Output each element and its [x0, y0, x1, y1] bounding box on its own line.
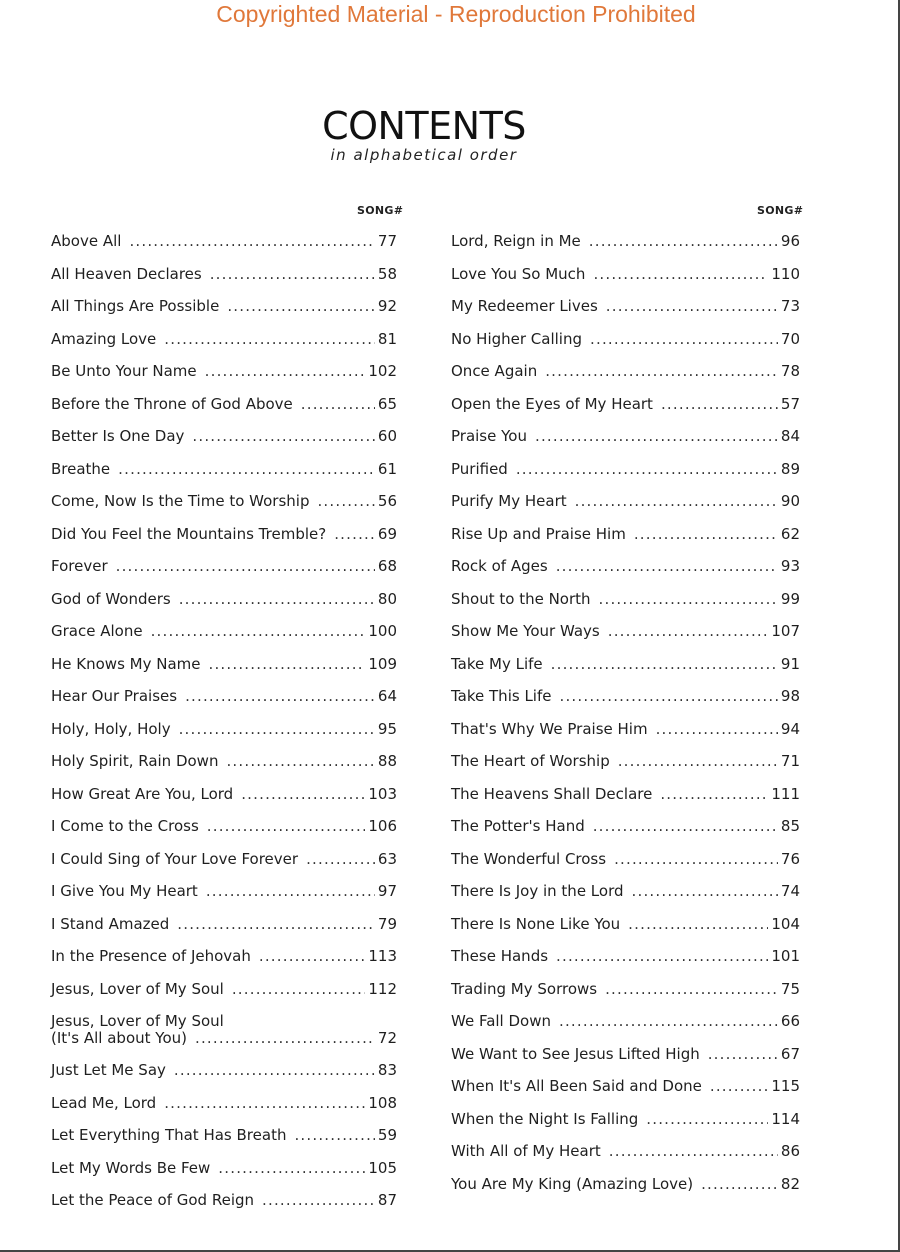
song-title: Jesus, Lover of My Soul [51, 1011, 224, 1030]
toc-entry [51, 323, 397, 356]
song-number: 105 [368, 1158, 397, 1177]
right-column-header: SONG# [757, 204, 804, 217]
song-title: Purified [451, 459, 508, 478]
toc-entry [451, 485, 800, 518]
dot-leader [207, 817, 366, 835]
song-number: 111 [771, 784, 800, 803]
song-number: 56 [377, 492, 397, 511]
toc-entry [51, 583, 397, 616]
song-title: Take My Life [451, 654, 543, 673]
toc-entry [51, 225, 397, 258]
dot-leader [210, 265, 375, 283]
dot-leader [606, 297, 778, 315]
song-title: We Fall Down [451, 1012, 551, 1031]
song-number: 93 [780, 557, 800, 576]
dot-leader [317, 492, 374, 510]
dot-leader [218, 1159, 365, 1177]
song-title: The Heavens Shall Declare [451, 784, 653, 803]
page-subtitle: in alphabetical order [330, 146, 518, 164]
song-number: 60 [377, 427, 397, 446]
dot-leader [164, 330, 375, 348]
song-title: Lead Me, Lord [51, 1093, 157, 1112]
dot-leader [593, 817, 778, 835]
song-title: Better Is One Day [51, 427, 185, 446]
dot-leader [306, 850, 375, 868]
song-number: 79 [377, 914, 397, 933]
toc-entry [51, 518, 397, 551]
song-number: 106 [368, 817, 397, 836]
song-number: 66 [780, 1012, 800, 1031]
song-number: 75 [780, 979, 800, 998]
dot-leader [551, 655, 778, 673]
toc-entry [451, 680, 800, 713]
song-title: With All of My Heart [451, 1142, 601, 1161]
song-number: 108 [368, 1093, 397, 1112]
dot-leader [227, 297, 375, 315]
toc-entry [451, 1038, 800, 1071]
toc-entry [51, 940, 397, 973]
song-title: Rock of Ages [451, 557, 548, 576]
song-title: All Heaven Declares [51, 264, 202, 283]
song-title: Let My Words Be Few [51, 1158, 211, 1177]
song-title: How Great Are You, Lord [51, 784, 234, 803]
song-number: 65 [377, 394, 397, 413]
page-title: CONTENTS [322, 104, 526, 148]
copyright-watermark: Copyrighted Material - Reproduction Prohibited [216, 1, 696, 27]
song-title: I Give You My Heart [51, 882, 198, 901]
song-title: When the Night Is Falling [451, 1109, 639, 1128]
toc-entry [451, 355, 800, 388]
song-title: All Things Are Possible [51, 297, 220, 316]
song-number: 62 [780, 524, 800, 543]
toc-entry [51, 1087, 397, 1120]
song-title: I Stand Amazed [51, 914, 170, 933]
song-number: 58 [377, 264, 397, 283]
toc-entry [451, 1005, 800, 1038]
song-title: Let Everything That Has Breath [51, 1126, 287, 1145]
toc-entry [451, 843, 800, 876]
song-title: The Heart of Worship [451, 752, 610, 771]
song-number: 76 [780, 849, 800, 868]
dot-leader [185, 687, 375, 705]
song-number: 83 [377, 1061, 397, 1080]
song-number: 103 [368, 784, 397, 803]
toc-entry [451, 518, 800, 551]
song-number: 77 [377, 232, 397, 251]
song-title: Lord, Reign in Me [451, 232, 581, 251]
dot-leader [656, 720, 778, 738]
toc-entry [51, 778, 397, 811]
song-title: Shout to the North [451, 589, 591, 608]
song-title: Jesus, Lover of My Soul [51, 979, 224, 998]
song-title: I Come to the Cross [51, 817, 199, 836]
dot-leader [164, 1094, 365, 1112]
dot-leader [118, 460, 375, 478]
song-title: Once Again [451, 362, 538, 381]
song-title: The Wonderful Cross [451, 849, 607, 868]
song-number: 92 [377, 297, 397, 316]
toc-entry [451, 973, 800, 1006]
toc-entry [451, 388, 800, 421]
dot-leader [174, 1061, 375, 1079]
dot-leader [205, 362, 366, 380]
dot-leader [262, 1191, 375, 1209]
song-number: 97 [377, 882, 397, 901]
toc-entry [51, 680, 397, 713]
toc-entry [51, 258, 397, 291]
song-title: God of Wonders [51, 589, 171, 608]
toc-entry [451, 778, 800, 811]
song-number: 88 [377, 752, 397, 771]
toc-entry [51, 290, 397, 323]
dot-leader [192, 427, 375, 445]
song-number: 96 [780, 232, 800, 251]
dot-leader [589, 232, 778, 250]
song-number: 113 [368, 947, 397, 966]
song-number: 68 [377, 557, 397, 576]
song-number: 72 [377, 1028, 397, 1047]
song-number: 86 [780, 1142, 800, 1161]
song-number: 82 [780, 1174, 800, 1193]
song-title: Love You So Much [451, 264, 586, 283]
song-number: 69 [377, 524, 397, 543]
dot-leader [179, 720, 375, 738]
toc-entry [51, 843, 397, 876]
song-title: Praise You [451, 427, 527, 446]
song-subtitle: (It's All about You) [51, 1028, 187, 1047]
dot-leader [177, 915, 375, 933]
toc-entry [51, 908, 397, 941]
toc-entry [51, 973, 397, 1006]
dot-leader [632, 882, 778, 900]
toc-entry [451, 225, 800, 258]
toc-entry [451, 1135, 800, 1168]
toc-entry [51, 648, 397, 681]
song-title: When It's All Been Said and Done [451, 1077, 702, 1096]
toc-entry [51, 875, 397, 908]
song-title: That's Why We Praise Him [451, 719, 648, 738]
toc-entry [51, 453, 397, 486]
song-title: Amazing Love [51, 329, 157, 348]
dot-leader [129, 232, 374, 250]
song-number: 90 [780, 492, 800, 511]
song-number: 107 [771, 622, 800, 641]
toc-entry [51, 615, 397, 648]
song-number: 73 [780, 297, 800, 316]
dot-leader [628, 915, 768, 933]
song-title: Just Let Me Say [51, 1061, 166, 1080]
toc-entry [51, 355, 397, 388]
song-title: Purify My Heart [451, 492, 567, 511]
song-number: 98 [780, 687, 800, 706]
dot-leader [559, 687, 777, 705]
dot-leader [545, 362, 778, 380]
song-number: 94 [780, 719, 800, 738]
toc-entry [51, 485, 397, 518]
toc-entry [51, 1054, 397, 1087]
dot-leader [608, 622, 769, 640]
song-number: 91 [780, 654, 800, 673]
dot-leader [516, 460, 778, 478]
dot-leader [614, 850, 778, 868]
toc-entry [451, 745, 800, 778]
toc-entry [51, 388, 397, 421]
song-number: 70 [780, 329, 800, 348]
dot-leader [708, 1045, 778, 1063]
song-title: These Hands [451, 947, 549, 966]
song-number: 67 [780, 1044, 800, 1063]
song-title: He Knows My Name [51, 654, 201, 673]
song-number: 114 [771, 1109, 800, 1128]
song-title: Holy Spirit, Rain Down [51, 752, 219, 771]
song-title: Hear Our Praises [51, 687, 178, 706]
song-title: My Redeemer Lives [451, 297, 598, 316]
song-title: Breathe [51, 459, 111, 478]
song-title: I Could Sing of Your Love Forever [51, 849, 299, 868]
toc-entry [451, 550, 800, 583]
song-title: Above All [51, 232, 122, 251]
song-title: Did You Feel the Mountains Tremble? [51, 524, 327, 543]
song-title: In the Presence of Jehovah [51, 947, 251, 966]
toc-entry [451, 290, 800, 323]
song-number: 115 [771, 1077, 800, 1096]
toc-entry [451, 615, 800, 648]
song-number: 100 [368, 622, 397, 641]
toc-entry [451, 258, 800, 291]
toc-entry [451, 1070, 800, 1103]
dot-leader [575, 492, 778, 510]
song-number: 74 [780, 882, 800, 901]
toc-entry [451, 810, 800, 843]
song-number: 109 [368, 654, 397, 673]
toc-entry [451, 583, 800, 616]
song-number: 87 [377, 1191, 397, 1210]
dot-leader [241, 785, 365, 803]
dot-leader [294, 1126, 374, 1144]
song-title: Rise Up and Praise Him [451, 524, 626, 543]
dot-leader [599, 590, 778, 608]
song-number: 63 [377, 849, 397, 868]
song-title: No Higher Calling [451, 329, 583, 348]
song-number: 84 [780, 427, 800, 446]
song-number: 112 [368, 979, 397, 998]
song-number: 102 [368, 362, 397, 381]
dot-leader [590, 330, 778, 348]
song-title: Grace Alone [51, 622, 143, 641]
toc-entry [451, 713, 800, 746]
toc-entry [51, 1119, 397, 1152]
toc-entry [451, 453, 800, 486]
song-title: The Potter's Hand [451, 817, 585, 836]
song-number: 81 [377, 329, 397, 348]
toc-entry [51, 1152, 397, 1185]
dot-leader [556, 557, 778, 575]
dot-leader [259, 947, 365, 965]
song-title: Let the Peace of God Reign [51, 1191, 255, 1210]
dot-leader [301, 395, 375, 413]
song-number: 71 [780, 752, 800, 771]
dot-leader [556, 947, 768, 965]
right-song-list [451, 225, 800, 1200]
song-number: 57 [780, 394, 800, 413]
dot-leader [646, 1110, 768, 1128]
song-title: Holy, Holy, Holy [51, 719, 171, 738]
toc-entry [451, 1103, 800, 1136]
toc-entry [51, 1005, 397, 1054]
song-title: There Is None Like You [451, 914, 621, 933]
toc-entry [51, 713, 397, 746]
dot-leader [151, 622, 366, 640]
toc-entry [51, 810, 397, 843]
dot-leader [206, 882, 375, 900]
dot-leader [535, 427, 778, 445]
dot-leader [179, 590, 375, 608]
song-number: 59 [377, 1126, 397, 1145]
dot-leader [116, 557, 375, 575]
song-number: 99 [780, 589, 800, 608]
toc-entry [451, 1168, 800, 1201]
song-number: 78 [780, 362, 800, 381]
dot-leader [701, 1175, 778, 1193]
song-number: 85 [780, 817, 800, 836]
left-song-list [51, 225, 397, 1217]
song-title: There Is Joy in the Lord [451, 882, 624, 901]
toc-entry [451, 940, 800, 973]
song-number: 104 [771, 914, 800, 933]
song-title: Be Unto Your Name [51, 362, 197, 381]
song-title: Take This Life [451, 687, 552, 706]
toc-entry [451, 323, 800, 356]
left-column-header: SONG# [357, 204, 404, 217]
dot-leader [609, 1142, 778, 1160]
song-title: Show Me Your Ways [451, 622, 600, 641]
song-title: Forever [51, 557, 108, 576]
song-number: 80 [377, 589, 397, 608]
song-number: 95 [377, 719, 397, 738]
toc-entry [451, 875, 800, 908]
song-number: 89 [780, 459, 800, 478]
song-title: Before the Throne of God Above [51, 394, 293, 413]
toc-entry [451, 908, 800, 941]
toc-entry [451, 648, 800, 681]
dot-leader [334, 525, 375, 543]
dot-leader [660, 785, 768, 803]
dot-leader [710, 1077, 768, 1095]
song-number: 64 [377, 687, 397, 706]
song-title: You Are My King (Amazing Love) [451, 1174, 694, 1193]
song-title: Come, Now Is the Time to Worship [51, 492, 310, 511]
toc-entry [51, 745, 397, 778]
dot-leader [232, 980, 366, 998]
dot-leader [209, 655, 366, 673]
dot-leader [605, 980, 778, 998]
dot-leader [195, 1030, 375, 1047]
dot-leader [593, 265, 768, 283]
dot-leader [661, 395, 778, 413]
toc-entry [51, 1184, 397, 1217]
dot-leader [226, 752, 374, 770]
song-number: 101 [771, 947, 800, 966]
toc-entry [451, 420, 800, 453]
song-number: 110 [771, 264, 800, 283]
dot-leader [634, 525, 778, 543]
song-title: Open the Eyes of My Heart [451, 394, 653, 413]
toc-entry [51, 550, 397, 583]
toc-entry [51, 420, 397, 453]
song-title: Trading My Sorrows [451, 979, 598, 998]
toc-entry-line [51, 1030, 397, 1047]
dot-leader [559, 1012, 778, 1030]
dot-leader [618, 752, 778, 770]
song-number: 61 [377, 459, 397, 478]
song-title: We Want to See Jesus Lifted High [451, 1044, 700, 1063]
